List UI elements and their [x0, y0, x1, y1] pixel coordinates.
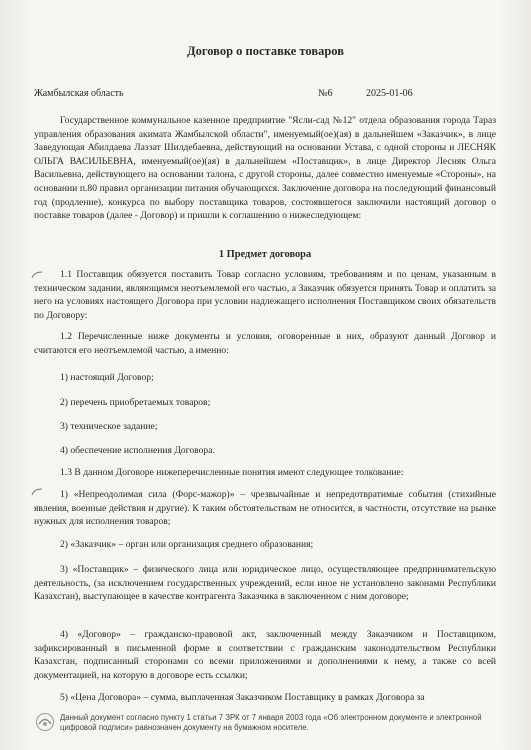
contract-date: 2025-01-06	[366, 88, 413, 99]
clause-1-1: 1.1 Поставщик обязуется поставить Товар согласно условиям, требованиям и по ценам, указанным в техническом задании, являющимся неотъемлемой его частью, а Заказчик обязуется принять Товар и оплатить за него на условиях настоящего Договора при условии надлежащего исполнения Поставщиком своих обязательств по Договору:	[34, 269, 496, 321]
list-item: 3) техническое задание;	[60, 421, 158, 432]
definition-item: 4) «Договор» – гражданско-правовой акт, заключенный между Заказчиком и Поставщиком, зафиксированный в письменной форме в соответствии с гражданским законодательством Республики Казахстан, подписанный сторонами со всеми приложениями и дополнениями к нему, а также со всей документацией, на которую в договоре есть ссылки;	[34, 629, 496, 681]
list-item: 1) настоящий Договор;	[60, 372, 154, 383]
region-label: Жамбылская область	[34, 88, 124, 99]
list-item: 4) обеспечение исполнения Договора.	[60, 445, 215, 456]
definition-item: 1) «Непреодолимая сила (Форс-мажор)» – чрезвычайные и непредотвратимые события (стихийные явления, военные действия и другие). К таким обстоятельствам не относится, в частности, отсутствие на рынке нужных для исполнения товаров;	[34, 489, 496, 528]
contract-number: №6	[318, 88, 333, 99]
section-heading: 1 Предмет договора	[218, 249, 312, 260]
definition-item: 5) «Цена Договора» – сумма, выплаченная Заказчиком Поставщику в рамках Договора за	[60, 692, 425, 703]
clause-1-3: 1.3 В данном Договоре нижеперечисленные понятия имеют следующее толкование:	[60, 467, 404, 478]
egov-stamp-icon	[34, 712, 56, 732]
definition-item: 2) «Заказчик» – орган или организация среднего образования;	[60, 539, 314, 550]
definition-item: 3) «Поставщик» – физического лица или юридическое лицо, осуществляющее предпринимательскую деятельность, (за исключением государственных учреждений, если иное не установлено законами Республики Казахстан), выступающее в качестве контрагента Заказчика в заключенном с ним договоре;	[34, 564, 496, 603]
document-title: Договор о поставке товаров	[187, 44, 344, 58]
footer-notice: Данный документ согласно пункту 1 статьи 7 ЗРК от 7 января 2003 года «Об электронном документе и электронной цифровой подписи» равнозначен документу на бумажном носителе.	[60, 713, 482, 732]
list-item: 2) перечень приобретаемых товаров;	[60, 397, 211, 408]
clause-1-2: 1.2 Перечисленные ниже документы и условия, оговоренные в них, образуют данный Договор и считаются его неотъемлемой частью, а именно:	[34, 331, 496, 356]
preamble-paragraph: Государственное коммунальное казенное предприятие "Ясли-сад №12" отдела образования города Тараз управления образования акимата Жамбылской области", именуемый(ое)(ая) в дальнейшем «Заказчик», в лице Заведующая Абилдаева Лаззат Шилдебаевна, действующий на основании Устава, с одной стороны и ЛЕСНЯК ОЛЬГА ВАСИЛЬЕВНА, именуемый(ое)(ая) в дальнейшем «Поставщик», в лице Директор Лесняк Ольга Васильевна, действующего на основании талона, с другой стороны, далее совместно именуемые «Стороны», на основании п.80 правил организации питания обучающихся. Заключение договора на последующий финансовый год (продление), конкурса по выбору поставщика товаров, состоявшегося заключили настоящий договор о поставке товаров (далее - Договор) и пришли к соглашению о нижеследующем:	[34, 115, 496, 222]
